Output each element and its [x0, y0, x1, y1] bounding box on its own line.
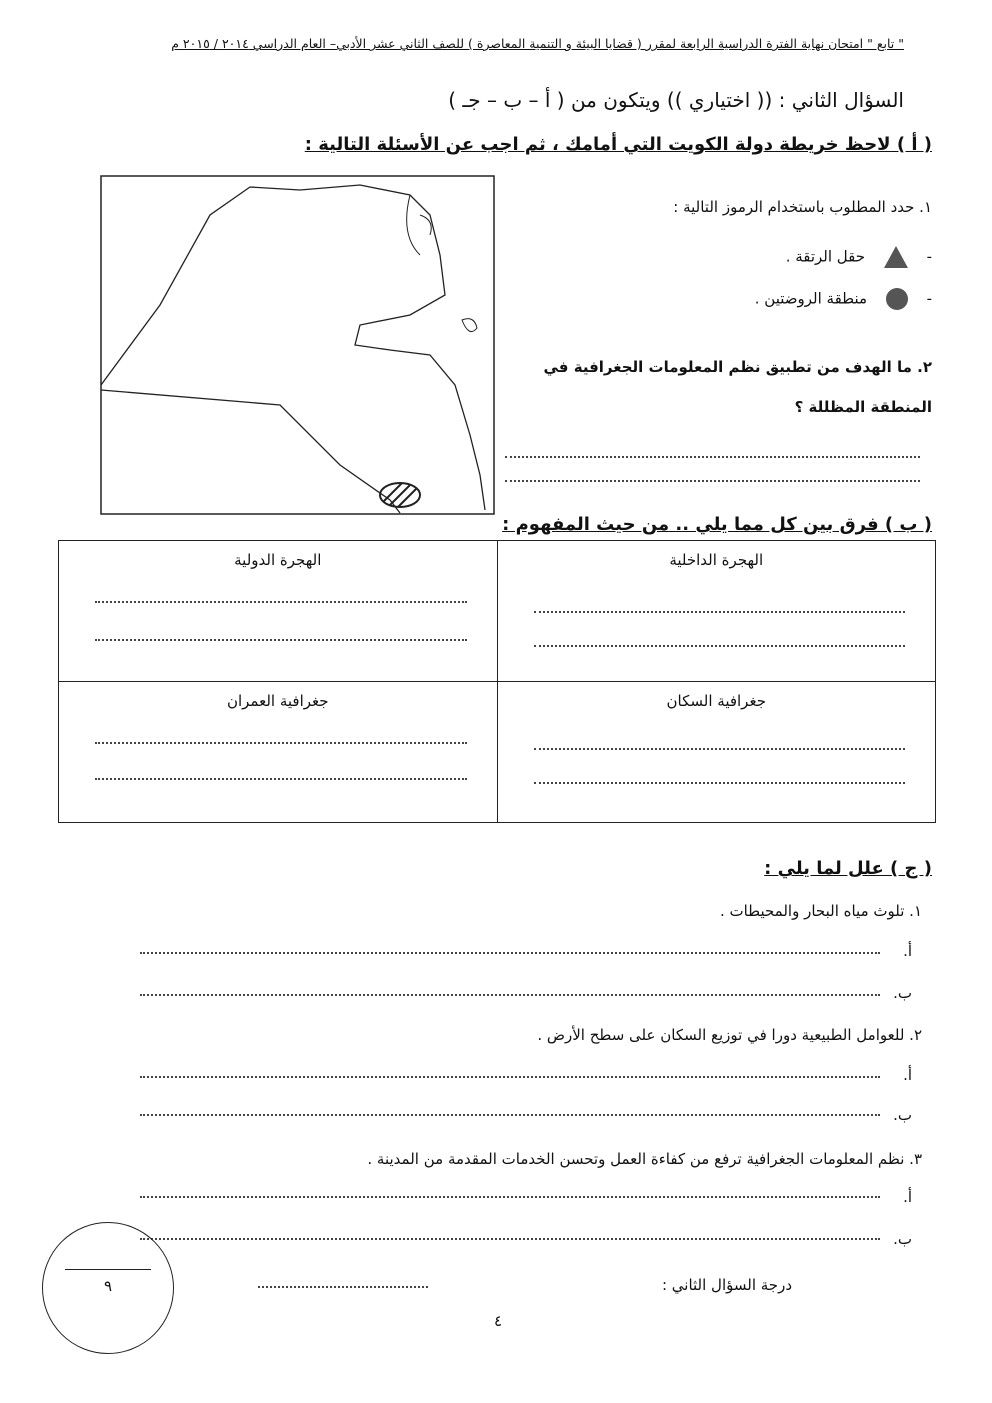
cell-heading: الهجرة الداخلية: [669, 551, 764, 569]
exam-header: " تابع " امتحان نهاية الفترة الدراسية الرابعة لمقرر ( قضايا البيئة و التنمية المعاصرة ) للصف الثاني عشر الأدبي– العام الدراسي ٢٠١٤ / ٢٠١٥ م: [171, 36, 904, 51]
question-title: السؤال الثاني : (( اختياري )) ويتكون من ( أ – ب – جـ ): [448, 88, 904, 112]
score-circle: [42, 1222, 174, 1354]
part-c-heading: ( ج ) علل لما يلي :: [764, 858, 932, 879]
cell-heading: جغرافية العمران: [226, 692, 329, 710]
answer-label: أ.: [903, 1188, 912, 1206]
cell-heading: الهجرة الدولية: [234, 551, 322, 569]
symbol-label: حقل الرتقة .: [785, 247, 866, 266]
answer-line[interactable]: [140, 1196, 880, 1198]
triangle-symbol-icon: [884, 246, 908, 268]
answer-label: ب.: [893, 1106, 912, 1124]
symbol-item-2: - منطقة الروضتين .: [755, 288, 932, 310]
answer-line[interactable]: [505, 456, 920, 458]
circle-symbol-icon: [886, 288, 908, 310]
symbol-label: منطقة الروضتين .: [754, 289, 868, 308]
answer-label: أ.: [903, 942, 912, 960]
part-a-q2: ٢. ما الهدف من تطبيق نظم المعلومات الجغرافية في: [543, 358, 932, 376]
answer-label: ب.: [893, 984, 912, 1002]
answer-line[interactable]: [140, 952, 880, 954]
part-a-q2-cont: المنطقة المظللة ؟: [794, 398, 932, 416]
part-c-q2: ٢. للعوامل الطبيعية دورا في توزيع السكان على سطح الأرض .: [537, 1026, 922, 1044]
answer-line[interactable]: [505, 480, 920, 482]
kuwait-map: [100, 175, 495, 515]
part-a-heading: ( أ ) لاحظ خريطة دولة الكويت التي أمامك ، ثم اجب عن الأسئلة التالية :: [304, 134, 932, 155]
cell-urban-geography[interactable]: [59, 682, 498, 823]
answer-label: ب.: [893, 1230, 912, 1248]
page-number: ٤: [494, 1312, 503, 1330]
score-input[interactable]: [258, 1286, 428, 1288]
cell-internal-migration[interactable]: [497, 541, 936, 682]
answer-label: أ.: [903, 1066, 912, 1084]
answer-line[interactable]: [140, 1076, 880, 1078]
score-label: درجة السؤال الثاني :: [661, 1276, 792, 1294]
part-b-heading: ( ب ) فرق بين كل مما يلي .. من حيث المفهوم :: [502, 514, 932, 535]
part-a-q1: ١. حدد المطلوب باستخدام الرموز التالية :: [673, 198, 932, 216]
comparison-table: [58, 540, 936, 823]
part-c-q3: ٣. نظم المعلومات الجغرافية ترفع من كفاءة العمل وتحسن الخدمات المقدمة من المدينة .: [367, 1150, 922, 1168]
symbol-item-1: - حقل الرتقة .: [786, 246, 932, 268]
cell-international-migration[interactable]: [59, 541, 498, 682]
answer-line[interactable]: [140, 1114, 880, 1116]
part-c-q1: ١. تلوث مياه البحار والمحيطات .: [719, 902, 922, 920]
max-score: ٩: [103, 1277, 113, 1295]
answer-line[interactable]: [140, 994, 880, 996]
answer-line[interactable]: [140, 1238, 880, 1240]
cell-population-geography[interactable]: [497, 682, 936, 823]
cell-heading: جغرافية السكان: [666, 692, 766, 710]
